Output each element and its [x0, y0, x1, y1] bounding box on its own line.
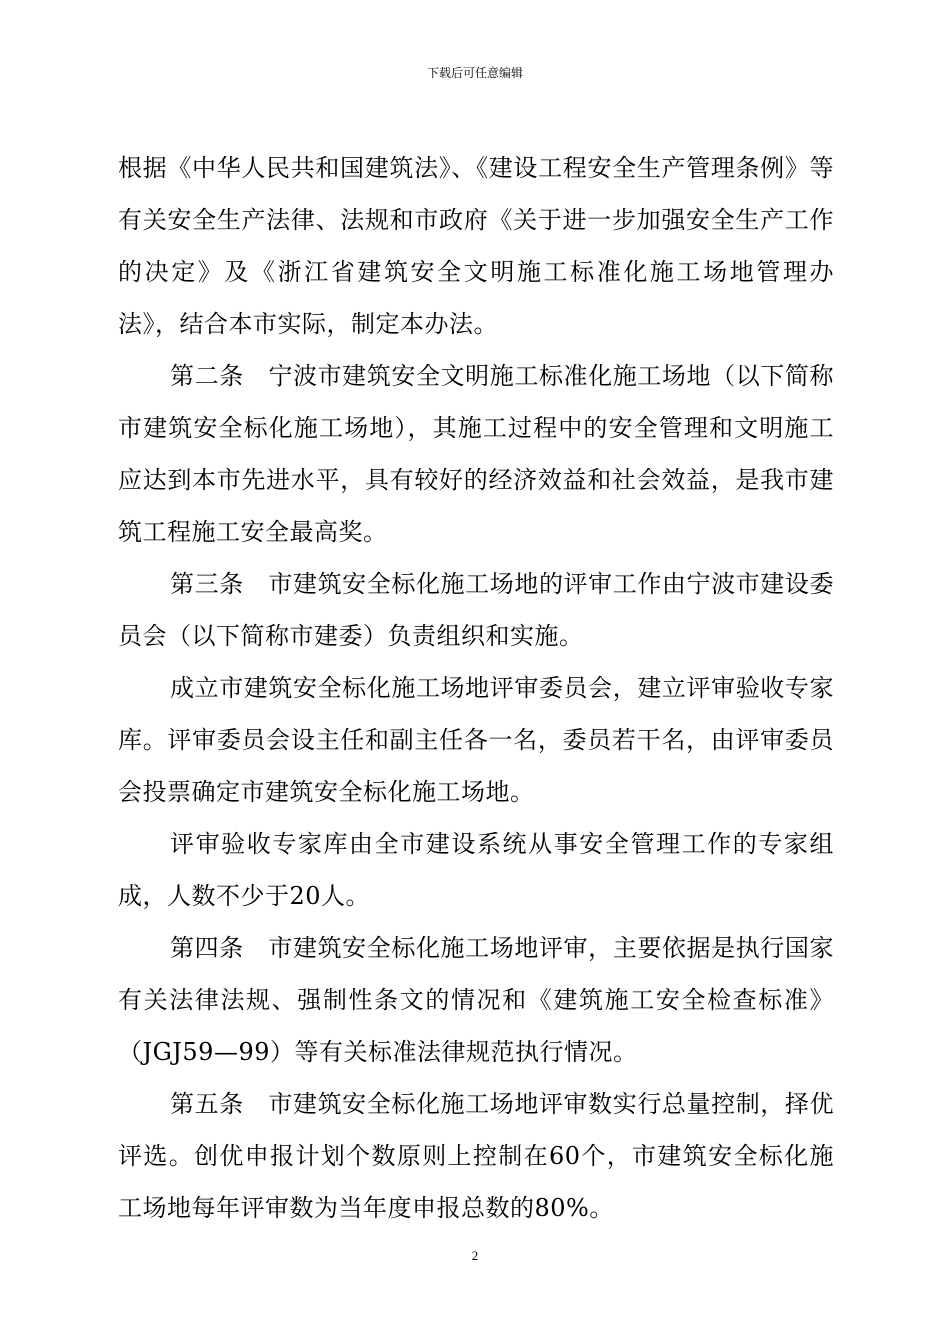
document-body [118, 142, 834, 1234]
paragraph-committee: 成立市建筑安全标化施工场地评审委员会，建立评审验收专家库。评审委员会设主任和副主任各一名，委员若干名，由评审委员会投票确定市建筑安全标化施工场地。 [118, 674, 834, 806]
paragraph-article-5: 第五条 市建筑安全标化施工场地评审数实行总量控制，择优评选。创优申报计划个数原则上控制在60个，市建筑安全标化施工场地每年评审数为当年度申报总数的80%。 [118, 1090, 834, 1222]
page-header: 下载后可任意编辑 [426, 66, 523, 80]
paragraph-article-2: 第二条 宁波市建筑安全文明施工标准化施工场地（以下简称市建筑安全标化施工场地），其施工过程中的安全管理和文明施工应达到本市先进水平，具有较好的经济效益和社会效益，是我市建筑工程施工安全最高奖。 [118, 362, 834, 546]
paragraph-article-4: 第四条 市建筑安全标化施工场地评审，主要依据是执行国家有关法律法规、强制性条文的情况和《建筑施工安全检查标准》（JGJ59—99）等有关标准法律规范执行情况。 [118, 934, 834, 1066]
paragraph-1: 根据《中华人民共和国建筑法》、《建设工程安全生产管理条例》等有关安全生产法律、法规和市政府《关于进一步加强安全生产工作的决定》及《浙江省建筑安全文明施工标准化施工场地管理办法》，结合本市实际，制定本办法。 [118, 154, 834, 338]
page-number: 2 [471, 1248, 479, 1263]
paragraph-article-3: 第三条 市建筑安全标化施工场地的评审工作由宁波市建设委员会（以下简称市建委）负责组织和实施。 [118, 570, 834, 650]
paragraph-expert-pool: 评审验收专家库由全市建设系统从事安全管理工作的专家组成，人数不少于20人。 [118, 830, 834, 910]
